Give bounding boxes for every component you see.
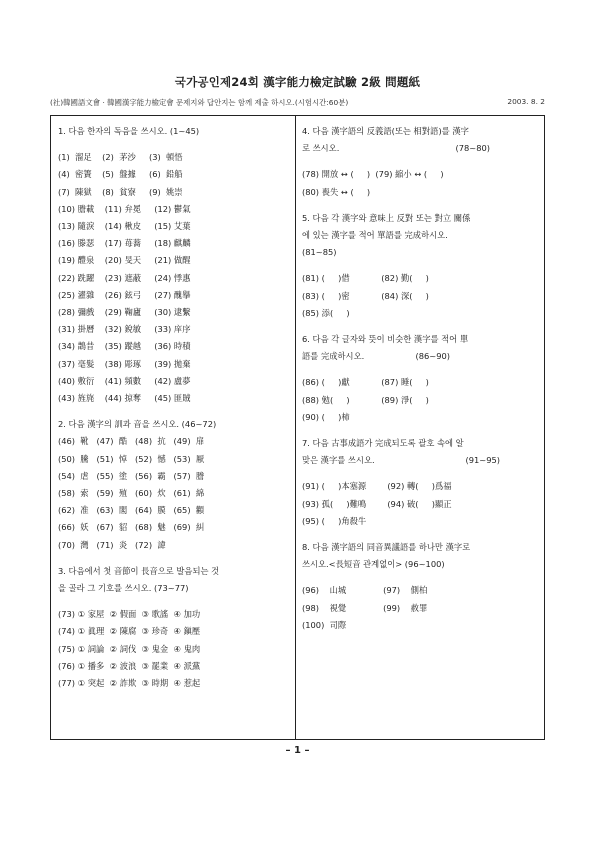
q5-heading-line1: 5. 다음 각 漢字와 意味上 反對 또는 對立 關係 (302, 212, 471, 223)
list-item: (50) 騰 (51) 悼 (52) 憾 (53) 厭 (58, 453, 205, 464)
list-item: (66) 妖 (67) 貂 (68) 魅 (69) 糾 (58, 522, 205, 533)
exam-date: 2003. 8. 2 (507, 97, 545, 106)
list-item: (31) 掛曆 (32) 銳敏 (33) 庠序 (58, 324, 191, 335)
q2-heading: 2. 다음 漢字의 訓과 音을 쓰시오. (46~72) (58, 419, 217, 430)
list-item: (62) 准 (63) 閣 (64) 膜 (65) 顴 (58, 505, 205, 516)
list-item: (93) 孤( )難鳴 (94) 破( )顯正 (302, 498, 452, 509)
list-item: (85) 添( ) (302, 307, 350, 318)
q3-heading-line1: 3. 다음에서 첫 音節이 長音으로 발음되는 것 (58, 565, 220, 576)
column-divider (295, 115, 296, 740)
list-item: (83) ( )密 (84) 深( ) (302, 290, 429, 301)
list-item: (40) 敷衍 (41) 頻數 (42) 盧夢 (58, 375, 191, 386)
list-item: (28) 彌戲 (29) 鞠廬 (30) 逮繫 (58, 307, 191, 318)
q7-heading-line1: 7. 다음 古事成語가 完成되도록 괄호 속에 알 (302, 438, 464, 449)
list-item: (25) 濯雜 (26) 鉉弓 (27) 醜擧 (58, 289, 191, 300)
exam-org-notice: (社)韓國語文會 · 韓國漢字能力檢定會 문제지와 답안지는 함께 제출 하시오.(시험시간:60분) (50, 98, 349, 107)
list-item: (13) 隨淚 (14) 楸皮 (15) 艾葉 (58, 221, 191, 232)
list-item: (78) 開放 ↔ ( ) (79) 縮小 ↔ ( ) (302, 169, 444, 180)
q1-list (58, 149, 290, 407)
q7-range: (91~95) (465, 455, 500, 466)
list-item: (95) ( )角殺牛 (302, 515, 367, 526)
list-item: (80) 喪失 ↔ ( ) (302, 186, 371, 197)
list-item: (81) ( )借 (82) 勤( ) (302, 273, 429, 284)
list-item: (88) 勉( ) (89) 淨( ) (302, 394, 429, 405)
q1-heading: 1. 다음 한자의 독음을 쓰시오. (1~45) (58, 126, 200, 136)
list-item: (7) 陳獄 (8) 貧寮 (9) 姚崇 (58, 186, 183, 197)
list-item: (4) 密簀 (5) 盤據 (6) 鉛船 (58, 169, 183, 180)
list-item: (70) 灣 (71) 炎 (72) 諱 (58, 539, 166, 550)
exam-title: 국가공인제24회 漢字能力檢定試驗 2級 問題紙 (174, 75, 421, 89)
list-item: (73) ① 家屋 ② 假面 ③ 歌謠 ④ 加功 (58, 609, 201, 620)
list-item: (77) ① 突起 ② 詐欺 ③ 時期 ④ 惹起 (58, 678, 201, 689)
q6-heading-line1: 6. 다음 각 글자와 뜻이 비슷한 漢字를 적어 單 (302, 334, 469, 345)
list-item: (1) 溜足 (2) 茅沙 (3) 頓悟 (58, 152, 183, 163)
list-item: (74) ① 眞理 ② 陳腐 ③ 珍奇 ④ 鎭壓 (58, 626, 201, 637)
q8-heading-line2: 쓰시오.<長短音 관계없이> (96~100) (302, 559, 445, 570)
list-item: (16) 滕瑟 (17) 苺蕎 (18) 麒麟 (58, 238, 191, 249)
list-item: (91) ( )本塞源 (92) 轉( )爲福 (302, 481, 452, 492)
q5-heading-line2: 에 있는 漢字를 적어 單語를 完成하시오. (302, 230, 448, 241)
q7-heading-text: 맞은 漢字를 쓰시오. (302, 455, 375, 466)
list-item: (10) 謄載 (11) 弁冕 (12) 鬱氣 (58, 203, 191, 214)
q4-heading-line1: 4. 다음 漢字語의 反義語(또는 相對語)를 漢字 (302, 126, 469, 136)
list-item: (96) 山城 (97) 側柏 (302, 585, 428, 596)
left-column (58, 123, 290, 692)
list-item: (54) 虐 (55) 塗 (56) 霸 (57) 謄 (58, 470, 205, 481)
q7-heading-line2 (302, 452, 540, 469)
list-item: (76) ① 播多 ② 波浪 ③ 罷業 ④ 派黨 (58, 660, 201, 671)
list-item: (19) 醴泉 (20) 旻天 (21) 做醒 (58, 255, 191, 266)
list-item: (90) ( )柿 (302, 411, 350, 422)
q6-heading-text: 語를 完成하시오. (302, 351, 365, 362)
list-item: (100) 司際 (302, 619, 347, 630)
list-item: (58) 索 (59) 殖 (60) 炊 (61) 綿 (58, 488, 205, 499)
q6-range: (86~90) (415, 351, 450, 362)
right-column (302, 123, 540, 634)
list-item: (98) 視覺 (99) 赦罪 (302, 602, 428, 613)
list-item: (37) 毫髮 (38) 彫琢 (39) 拋棄 (58, 358, 191, 369)
list-item: (46) 靴 (47) 酷 (48) 抗 (49) 扉 (58, 436, 205, 447)
list-item: (34) 鵲昔 (35) 蹤越 (36) 時積 (58, 341, 191, 352)
list-item: (43) 旌旄 (44) 掠奪 (45) 匪賊 (58, 393, 191, 404)
page-number: – 1 – (285, 745, 310, 756)
q8-heading-line1: 8. 다음 漢字語의 同音異議語를 하나만 漢字로 (302, 542, 471, 553)
exam-subtitle (50, 97, 545, 108)
q2-list (58, 433, 290, 553)
list-item: (75) ① 詞論 ② 詞伐 ③ 鬼金 ④ 鬼肉 (58, 643, 201, 654)
q4-heading-text: 로 쓰시오. (302, 143, 340, 154)
q6-heading-line2 (302, 348, 540, 365)
q5-heading-line3: (81~85) (302, 247, 337, 258)
list-item: (86) ( )獻 (87) 睡( ) (302, 377, 429, 388)
q4-range: (78~80) (455, 143, 490, 154)
q4-heading-line2 (302, 140, 540, 157)
q3-heading-line2: 을 골라 그 기호를 쓰시오. (73~77) (58, 583, 189, 594)
q3-list (58, 606, 290, 692)
list-item: (22) 跣躍 (23) 遮蔽 (24) 悸惠 (58, 272, 191, 283)
